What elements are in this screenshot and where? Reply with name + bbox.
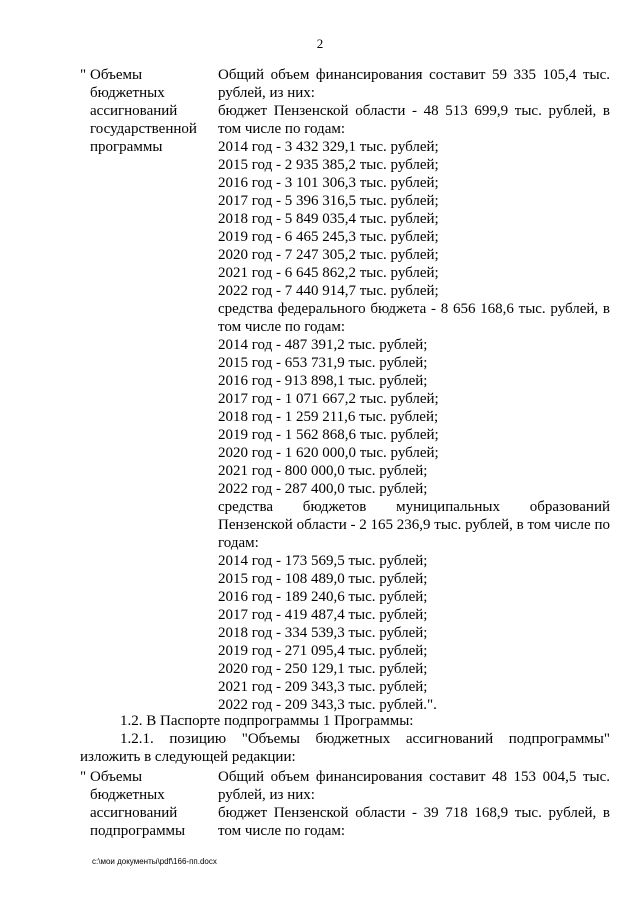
year-line: 2019 год - 6 465 245,3 тыс. рублей;: [218, 229, 439, 245]
year-line: 2021 год - 800 000,0 тыс. рублей;: [218, 463, 428, 479]
year-line: 2016 год - 3 101 306,3 тыс. рублей;: [218, 175, 439, 191]
year-line: 2020 год - 250 129,1 тыс. рублей;: [218, 661, 428, 677]
year-line: 2014 год - 487 391,2 тыс. рублей;: [218, 337, 428, 353]
municipal-years-list: [218, 552, 610, 714]
section-label: Объемы бюджетных ассигнований государственной программы: [90, 67, 197, 155]
year-line: 2016 год - 189 240,6 тыс. рублей;: [218, 589, 428, 605]
section-content: [218, 66, 610, 714]
year-line: 2014 год - 173 569,5 тыс. рублей;: [218, 553, 428, 569]
section-programme-funding: [80, 66, 610, 714]
year-line: 2019 год - 1 562 868,6 тыс. рублей;: [218, 427, 439, 443]
year-line: 2014 год - 3 432 329,1 тыс. рублей;: [218, 139, 439, 155]
year-line: 2021 год - 6 645 862,2 тыс. рублей;: [218, 265, 439, 281]
paragraph-1-2-1: 1.2.1. позицию "Объемы бюджетных ассигнований подпрограммы" изложить в следующей редакции:: [80, 731, 610, 765]
year-line: 2015 год - 108 489,0 тыс. рублей;: [218, 571, 428, 587]
section-label-2: Объемы бюджетных ассигнований подпрограммы: [90, 769, 186, 839]
section-subprogramme-funding: [80, 768, 610, 840]
year-line: 2017 год - 419 487,4 тыс. рублей;: [218, 607, 428, 623]
paragraph-1-2: 1.2. В Паспорте подпрограммы 1 Программы:: [120, 713, 414, 729]
page-number: 2: [316, 36, 324, 51]
federal-years-list: [218, 336, 610, 498]
year-line: 2016 год - 913 898,1 тыс. рублей;: [218, 373, 428, 389]
year-line: 2022 год - 209 343,3 тыс. рублей.".: [218, 697, 437, 713]
year-line: 2018 год - 334 539,3 тыс. рублей;: [218, 625, 428, 641]
year-line: 2015 год - 653 731,9 тыс. рублей;: [218, 355, 428, 371]
federal-budget-intro: средства федерального бюджета - 8 656 168,6 тыс. рублей, в том числе по годам:: [218, 301, 610, 335]
year-line: 2017 год - 5 396 316,5 тыс. рублей;: [218, 193, 439, 209]
year-line: 2018 год - 5 849 035,4 тыс. рублей;: [218, 211, 439, 227]
year-line: 2022 год - 7 440 914,7 тыс. рублей;: [218, 283, 439, 299]
year-line: 2021 год - 209 343,3 тыс. рублей;: [218, 679, 428, 695]
regional-budget-intro: бюджет Пензенской области - 48 513 699,9 тыс. рублей, в том числе по годам:: [218, 103, 610, 137]
regional-budget-intro-2: бюджет Пензенской области - 39 718 168,9 тыс. рублей, в том числе по годам:: [218, 805, 610, 839]
opening-quote: ": [80, 67, 87, 83]
year-line: 2020 год - 1 620 000,0 тыс. рублей;: [218, 445, 439, 461]
year-line: 2017 год - 1 071 667,2 тыс. рублей;: [218, 391, 439, 407]
opening-quote-2: ": [80, 769, 87, 785]
year-line: 2018 год - 1 259 211,6 тыс. рублей;: [218, 409, 439, 425]
year-line: 2015 год - 2 935 385,2 тыс. рублей;: [218, 157, 439, 173]
section-content-2: [218, 768, 610, 840]
total-funding: Общий объем финансирования составит 59 335 105,4 тыс. рублей, из них:: [218, 67, 610, 101]
year-line: 2019 год - 271 095,4 тыс. рублей;: [218, 643, 428, 659]
file-path-footer: c:\мои документы\pdf\166-пп.docx: [92, 857, 217, 866]
total-funding-2: Общий объем финансирования составит 48 153 004,5 тыс. рублей, из них:: [218, 769, 610, 803]
year-line: 2022 год - 287 400,0 тыс. рублей;: [218, 481, 428, 497]
year-line: 2020 год - 7 247 305,2 тыс. рублей;: [218, 247, 439, 263]
municipal-budget-intro: средства бюджетов муниципальных образований Пензенской области - 2 165 236,9 тыс. рублей, в том числе по годам:: [218, 499, 610, 551]
regional-years-list: [218, 138, 610, 300]
